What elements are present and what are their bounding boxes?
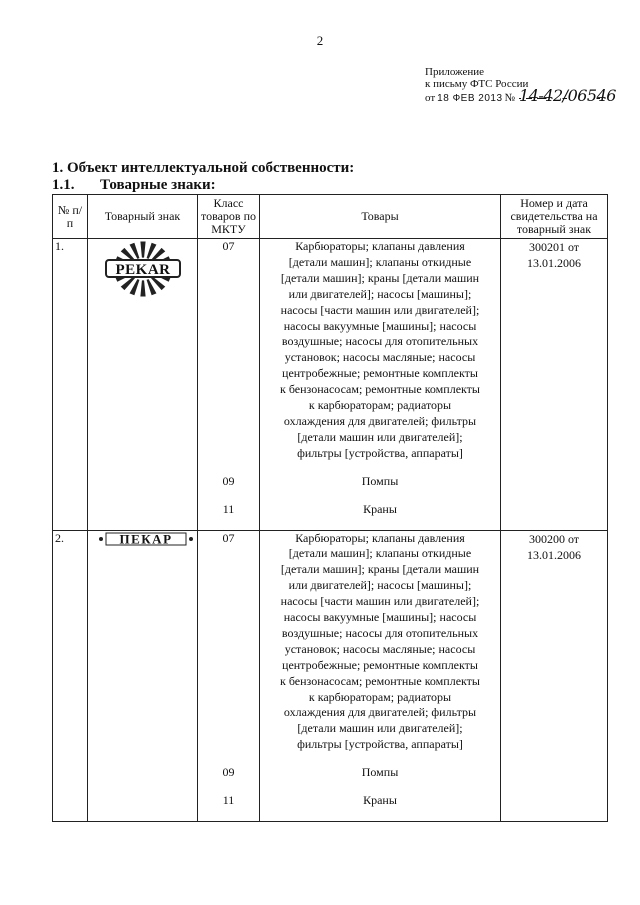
page-number: 2 (316, 33, 324, 48)
row-trademark (88, 239, 198, 531)
goods-line: Карбюраторы; клапаны давления (295, 239, 465, 253)
class-spacer (200, 737, 257, 753)
header-num: № п/п (53, 195, 88, 239)
certificate-number: 300201 от (528, 240, 580, 254)
goods-line: охлаждения для двигателей; фильтры (283, 705, 477, 720)
goods-gap (262, 462, 498, 474)
class-bottom-gap (200, 809, 257, 821)
subsection-title: Товарные знаки: (100, 177, 216, 193)
class-code: 07 (222, 530, 235, 545)
class-spacer (200, 674, 257, 690)
class-spacer (200, 626, 257, 642)
goods-line: насосы [части машин или двигателей]; (280, 594, 480, 609)
row-number: 1. (53, 239, 88, 531)
goods-line: насосы вакуумные [машины]; насосы (283, 610, 477, 625)
goods-line: к карбюраторам; радиаторы (308, 689, 452, 704)
goods-line: Карбюраторы; клапаны давления (295, 530, 465, 545)
class-spacer (200, 546, 257, 562)
goods-line: Помпы (361, 473, 399, 488)
goods-line: к бензонасосам; ремонтные комплекты (280, 673, 480, 688)
class-gap (200, 753, 257, 765)
certificate-date: 13.01.2006 (527, 256, 581, 270)
goods-line: к карбюраторам; радиаторы (308, 398, 452, 413)
row-classes (198, 239, 260, 531)
class-spacer (200, 414, 257, 430)
class-spacer (200, 610, 257, 626)
goods-line: или двигателей]; насосы [машины]; (288, 578, 472, 593)
goods-line: установок; насосы масляные; насосы (284, 350, 476, 365)
goods-bottom-gap (262, 809, 498, 821)
class-spacer (200, 350, 257, 366)
goods-line: Краны (363, 501, 397, 516)
trademarks-table (52, 194, 608, 822)
class-code: 11 (222, 501, 235, 516)
goods-line: воздушные; насосы для отопительных (281, 625, 479, 640)
class-spacer (200, 721, 257, 737)
header-mark: Товарный знак (88, 195, 198, 239)
table-row (53, 239, 608, 531)
table-header-row (53, 195, 608, 239)
class-code: 09 (222, 473, 235, 488)
class-spacer (200, 382, 257, 398)
goods-bottom-gap (262, 518, 498, 530)
row-classes (198, 530, 260, 822)
row-certificate (501, 530, 608, 822)
subsection-heading (52, 177, 216, 194)
class-spacer (200, 334, 257, 350)
goods-line: охлаждения для двигателей; фильтры (283, 413, 477, 428)
class-spacer (200, 594, 257, 610)
certificate-number: 300200 от (528, 531, 580, 546)
subsection-number: 1.1. (52, 177, 75, 193)
goods-line: центробежные; ремонтные комплекты (282, 657, 478, 672)
class-spacer (200, 562, 257, 578)
goods-gap (262, 753, 498, 765)
goods-line: фильтры [устройства, аппараты] (297, 737, 463, 752)
appendix-date-number (425, 86, 616, 105)
class-spacer (200, 366, 257, 382)
class-spacer (200, 642, 257, 658)
class-gap (200, 490, 257, 502)
goods-line: [детали машин]; клапаны откидные (288, 546, 472, 561)
header-class: Класс товаров по МКТУ (198, 195, 260, 239)
goods-line: Краны (363, 793, 397, 808)
goods-line: фильтры [устройства, аппараты] (297, 445, 463, 460)
class-code: 07 (222, 239, 235, 253)
class-spacer (200, 398, 257, 414)
class-code: 11 (222, 793, 235, 808)
class-spacer (200, 578, 257, 594)
logo-text: ПЕКАР (119, 531, 173, 546)
goods-gap (262, 781, 498, 793)
section-heading: 1. Объект интеллектуальной собственности: (52, 160, 355, 176)
class-gap (200, 462, 257, 474)
goods-line: [детали машин или двигателей]; (297, 429, 463, 444)
class-spacer (200, 303, 257, 319)
row-certificate (501, 239, 608, 531)
appendix-block (425, 66, 616, 105)
logo-text: PEKAR (115, 262, 170, 278)
class-spacer (200, 287, 257, 303)
logo-ray (140, 280, 145, 296)
row-number: 2. (53, 530, 88, 822)
class-spacer (200, 255, 257, 271)
goods-line: [детали машин]; краны [детали машин (280, 562, 480, 577)
logo-ray (140, 242, 145, 258)
row-goods (260, 530, 501, 822)
goods-line: [детали машин]; краны [детали машин (280, 270, 480, 285)
goods-line: насосы вакуумные [машины]; насосы (283, 318, 477, 333)
class-gap (200, 781, 257, 793)
date-prefix: от (425, 92, 436, 104)
letter-number-handwritten: 14-42/06546 (519, 86, 616, 105)
pekar-cyrillic-logo (98, 532, 194, 546)
goods-line: к бензонасосам; ремонтные комплекты (280, 382, 480, 397)
appendix-title: Приложение (425, 66, 485, 78)
class-spacer (200, 271, 257, 287)
logo-dot-right (189, 537, 193, 541)
class-spacer (200, 705, 257, 721)
logo-dot-left (99, 537, 103, 541)
class-spacer (200, 658, 257, 674)
goods-line: насосы [части машин или двигателей]; (280, 302, 480, 317)
row-trademark (88, 530, 198, 822)
appendix-letter-ref: к письму ФТС России (425, 78, 529, 90)
pekar-logo (103, 239, 183, 299)
goods-line: Помпы (361, 765, 399, 780)
class-spacer (200, 690, 257, 706)
header-goods: Товары (260, 195, 501, 239)
goods-gap (262, 490, 498, 502)
goods-line: [детали машин или двигателей]; (297, 721, 463, 736)
class-spacer (200, 446, 257, 462)
goods-line: установок; насосы масляные; насосы (284, 641, 476, 656)
class-bottom-gap (200, 518, 257, 530)
date-stamp: 18 ФЕВ 2013 (437, 93, 503, 104)
class-spacer (200, 430, 257, 446)
goods-line: воздушные; насосы для отопительных (281, 334, 479, 349)
goods-line: [детали машин]; клапаны откидные (288, 254, 472, 269)
certificate-date: 13.01.2006 (527, 547, 581, 562)
header-cert: Номер и дата свидетельства на товарный знак (501, 195, 608, 239)
table-row (53, 530, 608, 822)
goods-line: или двигателей]; насосы [машины]; (288, 286, 472, 301)
number-prefix: № (504, 92, 516, 104)
class-code: 09 (222, 765, 235, 780)
class-spacer (200, 319, 257, 335)
row-goods (260, 239, 501, 531)
goods-line: центробежные; ремонтные комплекты (282, 366, 478, 381)
